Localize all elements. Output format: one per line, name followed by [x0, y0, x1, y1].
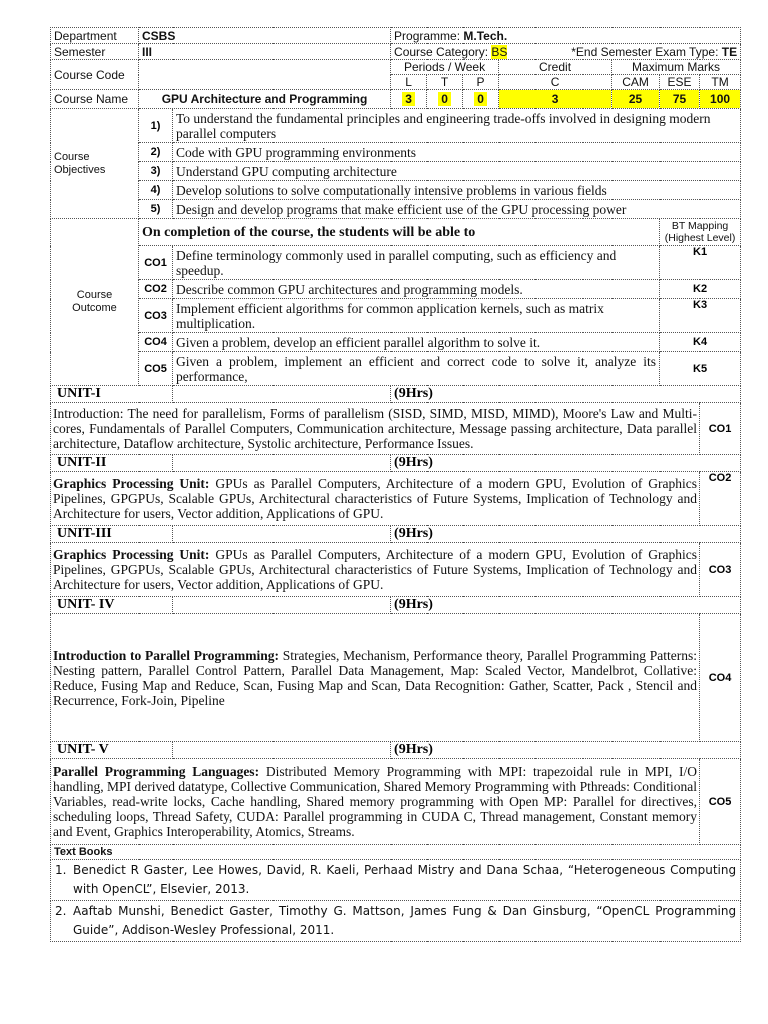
outcome-level: K2 [660, 280, 741, 299]
value-C: 3 [499, 90, 612, 109]
col-T: T [427, 75, 463, 90]
unit-title: UNIT-III [51, 526, 173, 543]
col-CAM: CAM [612, 75, 660, 90]
objectives-label: Course Objectives [51, 109, 139, 219]
unit-content [51, 759, 700, 845]
objective-text: Develop solutions to solve computationally intensive problems in various fields [173, 181, 741, 200]
objective-text: Understand GPU computing architecture [173, 162, 741, 181]
unit-title: UNIT-II [51, 455, 173, 472]
unit-content-bold: Graphics Processing Unit: [53, 476, 210, 491]
textbook-text: Benedict R Gaster, Lee Howes, David, R. Kaeli, Perhaad Mistry and Dana Schaa, “Heterogeneous Computing with OpenCL”, Elsevier, 2013. [73, 863, 737, 896]
col-ESE: ESE [660, 75, 700, 90]
objective-text: Design and develop programs that make efficient use of the GPU processing power [173, 200, 741, 219]
outcome-text: Describe common GPU architectures and programming models. [173, 280, 660, 299]
unit-content [51, 543, 700, 597]
outcomes-intro: On completion of the course, the students will be able to [139, 219, 660, 246]
max-marks-header: Maximum Marks [612, 60, 741, 75]
outcome-level: K5 [660, 352, 741, 386]
objective-num: 3) [139, 162, 173, 181]
unit-content-text: GPUs as Parallel Computers, Architecture of a modern GPU, Evolution of Graphics Pipelines, GPGPUs, Scalable GPUs, Architectural characteristics of Future Systems, Implication of Technology and Architecture for users, Vector addition, Applications of GPU. [53, 476, 698, 521]
unit-title: UNIT- V [51, 742, 173, 759]
unit-spacer [173, 742, 391, 759]
exam-type-label: *End Semester Exam Type: [571, 44, 722, 59]
objective-num: 1) [139, 109, 173, 143]
value-T [427, 90, 463, 109]
exam-type-value: TE [721, 44, 738, 59]
outcome-level: K1 [660, 246, 741, 280]
textbook-item [51, 860, 741, 901]
unit-spacer [173, 455, 391, 472]
syllabus-table [50, 27, 741, 942]
value-P-text: 0 [474, 92, 487, 106]
course-name-label: Course Name [51, 90, 139, 109]
outcome-text: Define terminology commonly used in parallel computing, such as efficiency and speedup. [173, 246, 660, 280]
unit-hours: (9Hrs) [391, 386, 741, 403]
course-name-value: GPU Architecture and Programming [139, 90, 391, 109]
department-label: Department [51, 28, 139, 44]
unit-content-text: Strategies, Mechanism, Performance theory, Parallel Programming Patterns: Nesting pattern, Parallel Control Pattern, Parallel Data Management, Map: Scaled Vector, Mandelbrot, Collative: Reduce, Fusing Map and Reduce, Scan, Fusing Map and Scan, Data Recognition: Gather, Scatter, Pack , Stencil and Recurrence, Fork-Join, Pipeline [53, 647, 698, 708]
textbook-num: 1. [55, 863, 67, 877]
periods-header: Periods / Week [391, 60, 499, 75]
unit-hours: (9Hrs) [391, 742, 741, 759]
textbook-text: Aaftab Munshi, Benedict Gaster, Timothy G. Mattson, James Fung & Dan Ginsburg, “OpenCL Programming Guide”, Addison-Wesley Professional, 2011. [73, 904, 737, 937]
course-category-label: Course Category: [394, 44, 489, 59]
objective-num: 4) [139, 181, 173, 200]
outcome-level: K4 [660, 333, 741, 352]
course-category-cell [391, 44, 535, 60]
unit-spacer [173, 386, 391, 403]
unit-content [51, 472, 700, 526]
unit-co: CO1 [700, 403, 741, 455]
textbook-row [55, 902, 736, 940]
objective-text: Code with GPU programming environments [173, 143, 741, 162]
value-ESE: 75 [660, 90, 700, 109]
semester-value: III [139, 44, 391, 60]
textbook-num: 2. [55, 904, 67, 918]
outcome-code: CO4 [139, 333, 173, 352]
unit-title: UNIT- IV [51, 597, 173, 614]
unit-content-bold: Introduction to Parallel Programming: [53, 647, 280, 663]
unit-content [51, 614, 700, 742]
outcome-code: CO2 [139, 280, 173, 299]
value-L [391, 90, 427, 109]
bt-mapping-header: BT Mapping (Highest Level) [660, 219, 741, 246]
value-CAM: 25 [612, 90, 660, 109]
outcome-code: CO3 [139, 299, 173, 333]
syllabus-sheet [50, 27, 740, 942]
value-T-text: 0 [438, 92, 451, 106]
outcome-code: CO1 [139, 246, 173, 280]
unit-content-text: Introduction: The need for parallelism, Forms of parallelism (SISD, SIMD, MISD, MIMD), Moore's Law and Multi-cores, Fundamentals of Parallel Computers, Communication architecture, Message passing architecture, Data parallel architecture, Dataflow architecture, Systolic architecture, Performance Issues. [53, 406, 698, 451]
exam-type-cell [535, 44, 741, 60]
unit-content [51, 403, 700, 455]
textbook-row [55, 861, 736, 899]
programme-value: M.Tech. [463, 28, 508, 43]
col-L: L [391, 75, 427, 90]
outcome-level: K3 [660, 299, 741, 333]
unit-spacer [173, 597, 391, 614]
unit-content-text: GPUs as Parallel Computers, Architecture of a modern GPU, Evolution of Graphics Pipelines, GPGPUs, Scalable GPUs, Architectural characteristics of Future Systems, Implication of Technology and Architecture for users, Vector addition, Applications of GPU. [53, 547, 698, 592]
col-P: P [463, 75, 499, 90]
textbooks-label: Text Books [51, 845, 741, 860]
outcomes-label: Course Outcome [51, 219, 139, 386]
value-TM: 100 [700, 90, 741, 109]
course-code-value [139, 60, 391, 90]
objective-text: To understand the fundamental principles and engineering trade-offs involved in designing modern parallel computers [173, 109, 741, 143]
unit-spacer [173, 526, 391, 543]
value-P [463, 90, 499, 109]
unit-content-bold: Graphics Processing Unit: [53, 547, 210, 562]
value-L-text: 3 [402, 92, 415, 106]
credit-header: Credit [499, 60, 612, 75]
course-code-label: Course Code [51, 60, 139, 90]
unit-hours: (9Hrs) [391, 597, 741, 614]
outcome-code: CO5 [139, 352, 173, 386]
unit-content-text: Distributed Memory Programming with MPI: trapezoidal rule in MPI, I/O handling, MPI derived datatype, Collective Communication, Shared Memory Programming with Pthreads: Conditional Variables, read-write locks, Cache handling, Shared memory programming with Open MP: Parallel for directives, scheduling loops, Thread Safety, CUDA: Parallel programming in CUDA C, Thread management, Constant memory and Event, Graphics Interoperability, Atomics, Streams. [53, 764, 698, 839]
unit-co: CO3 [700, 543, 741, 597]
semester-label: Semester [51, 44, 139, 60]
col-TM: TM [700, 75, 741, 90]
department-value: CSBS [139, 28, 391, 44]
unit-title: UNIT-I [51, 386, 173, 403]
unit-co: CO2 [700, 472, 741, 526]
col-C: C [499, 75, 612, 90]
textbook-item [51, 901, 741, 942]
unit-co: CO5 [700, 759, 741, 845]
unit-hours: (9Hrs) [391, 455, 741, 472]
outcome-text: Given a problem, develop an efficient parallel algorithm to solve it. [173, 333, 660, 352]
objective-num: 5) [139, 200, 173, 219]
course-category-value: BS [491, 44, 508, 59]
outcome-text: Given a problem, implement an efficient and correct code to solve it, analyze its performance, [173, 352, 660, 386]
programme-label: Programme: [394, 28, 464, 43]
objective-num: 2) [139, 143, 173, 162]
unit-content-bold: Parallel Programming Languages: [53, 764, 260, 779]
outcome-text: Implement efficient algorithms for common application kernels, such as matrix multiplication. [173, 299, 660, 333]
programme-cell [391, 28, 741, 44]
unit-hours: (9Hrs) [391, 526, 741, 543]
unit-co: CO4 [700, 614, 741, 742]
